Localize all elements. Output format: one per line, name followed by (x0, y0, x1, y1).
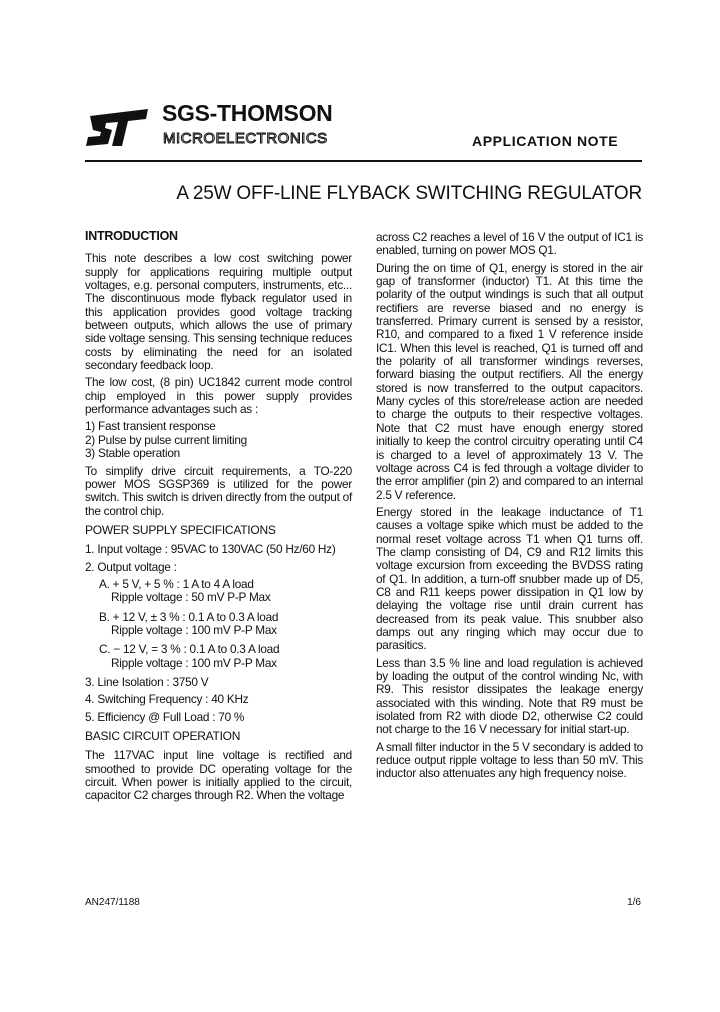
list-item (99, 578, 352, 605)
page-number: 1/6 (627, 897, 641, 908)
output-line: C. − 12 V, = 3 % : 0.1 A to 0.3 A load (99, 642, 280, 657)
list-item (99, 643, 352, 670)
ripple-line: Ripple voltage : 100 mV P-P Max (111, 622, 277, 637)
st-logo-icon (84, 106, 156, 152)
spec-line-isolation: 3. Line Isolation : 3750 V (85, 674, 209, 689)
basic-circuit-heading: BASIC CIRCUIT OPERATION (85, 729, 241, 743)
body-paragraph: During the on time of Q1, energy is stored in the air gap of transformer (inductor) T1. At this time the polarity of the output windings is such that all output rectifiers are reverse biased and no energy is transferred. Primary current is sensed by a resistor, R10, and compared to a fixed 1 V reference inside IC1. When this level is reached, Q1 is turned off and the polarity of all transformer windings reverses, forward biasing the output rectifiers. All the energy stored is now transferred to the output capacitors. Many cycles of this store/release action are needed to charge the outputs to their respective voltages. Note that C2 must have enough energy stored initially to keep the control circuitry operating until C4 is charged to a level of approximately 13 V. The voltage across C4 is fed through a voltage divider to the error amplifier (pin 2) and compared to an internal 2.5 V reference. (376, 260, 643, 502)
list-item: 1) Fast transient response (85, 419, 216, 434)
intro-paragraph-3: To simplify drive circuit requirements, a TO-220 power MOS SGSP369 is utilized for the power switch. This switch is driven directly from the output of the control chip. (85, 463, 352, 518)
list-item: 3) Stable operation (85, 446, 180, 461)
intro-paragraph-1: This note describes a low cost switching power supply for applications requiring multiple output voltages, e.g. personal computers, instruments, etc... The discontinuous mode flyback regulator used in this application provides good voltage tracking between outputs, which allows the use of primary side voltage sensing. This sensing technique reduces costs by eliminating the need for an isolated secondary feedback loop. (85, 251, 352, 373)
spec-switching-frequency: 4. Switching Frequency : 40 KHz (85, 692, 249, 707)
right-column (376, 231, 643, 785)
spec-input-voltage: 1. Input voltage : 95VAC to 130VAC (50 Hz/60 Hz) (85, 542, 336, 557)
spec-output-voltage (85, 561, 352, 670)
output-line: A. + 5 V, + 5 % : 1 A to 4 A load (99, 576, 254, 591)
brand-name: SGS-THOMSON (162, 100, 333, 126)
output-line: B. + 12 V, ± 3 % : 0.1 A to 0.3 A load (99, 609, 279, 624)
intro-paragraph-2: The low cost, (8 pin) UC1842 current mode control chip employed in this power supply provides performance advantages such as : (85, 375, 352, 417)
body-paragraph: across C2 reaches a level of 16 V the output of IC1 is enabled, turning on power MOS Q1. (376, 230, 643, 258)
header-divider (85, 160, 642, 162)
list-item (99, 611, 352, 638)
body-paragraph: A small filter inductor in the 5 V secondary is added to reduce output ripple voltage to less than 50 mV. This inductor also attenuates any high frequency noise. (376, 739, 643, 781)
body-paragraph: Energy stored in the leakage inductance of T1 causes a voltage spike which must be added to the normal reset voltage across T1 when Q1 turns off. The clamp consisting of D4, C9 and R12 limits this voltage excursion from exceeding the BVDSS rating of Q1. In addition, a turn-off snubber made up of D5, C8 and R11 keeps power dissipation in Q1 low by delaying the voltage rise until drain current has decreased from its peak value. This snubber also damps out any ringing which may occur due to parasitics. (376, 504, 643, 653)
basic-paragraph-1: The 117VAC input line voltage is rectified and smoothed to provide DC operating voltage for the circuit. When power is initially applied to the circuit, capacitor C2 charges through R2. When the voltage (85, 748, 352, 803)
ripple-line: Ripple voltage : 100 mV P-P Max (111, 655, 277, 670)
specifications-heading: POWER SUPPLY SPECIFICATIONS (85, 522, 276, 537)
doc-type-label: APPLICATION NOTE (472, 133, 619, 149)
spec-output-label: 2. Output voltage : (85, 559, 177, 574)
company-logo (84, 98, 369, 156)
advantages-list (85, 420, 352, 460)
output-voltage-list (99, 578, 352, 670)
document-id: AN247/1188 (85, 897, 140, 908)
left-column (85, 227, 352, 807)
spec-efficiency: 5. Efficiency @ Full Load : 70 % (85, 709, 245, 724)
introduction-heading: INTRODUCTION (85, 229, 178, 243)
list-item: 2) Pulse by pulse current limiting (85, 432, 247, 447)
brand-subtitle: MICROELECTRONICS (163, 130, 328, 147)
body-paragraph: Less than 3.5 % line and load regulation is achieved by loading the output of the control winding Nc, with R9. This resistor dissipates the leakage energy associated with this winding. Note that R9 must be isolated from R2 with diode D2, otherwise C2 could not charge to the 16 V necessary for initial start-up. (376, 655, 643, 737)
page-title: A 25W OFF-LINE FLYBACK SWITCHING REGULATOR (176, 183, 642, 204)
specifications-list (85, 543, 352, 724)
ripple-line: Ripple voltage : 50 mV P-P Max (111, 590, 271, 605)
